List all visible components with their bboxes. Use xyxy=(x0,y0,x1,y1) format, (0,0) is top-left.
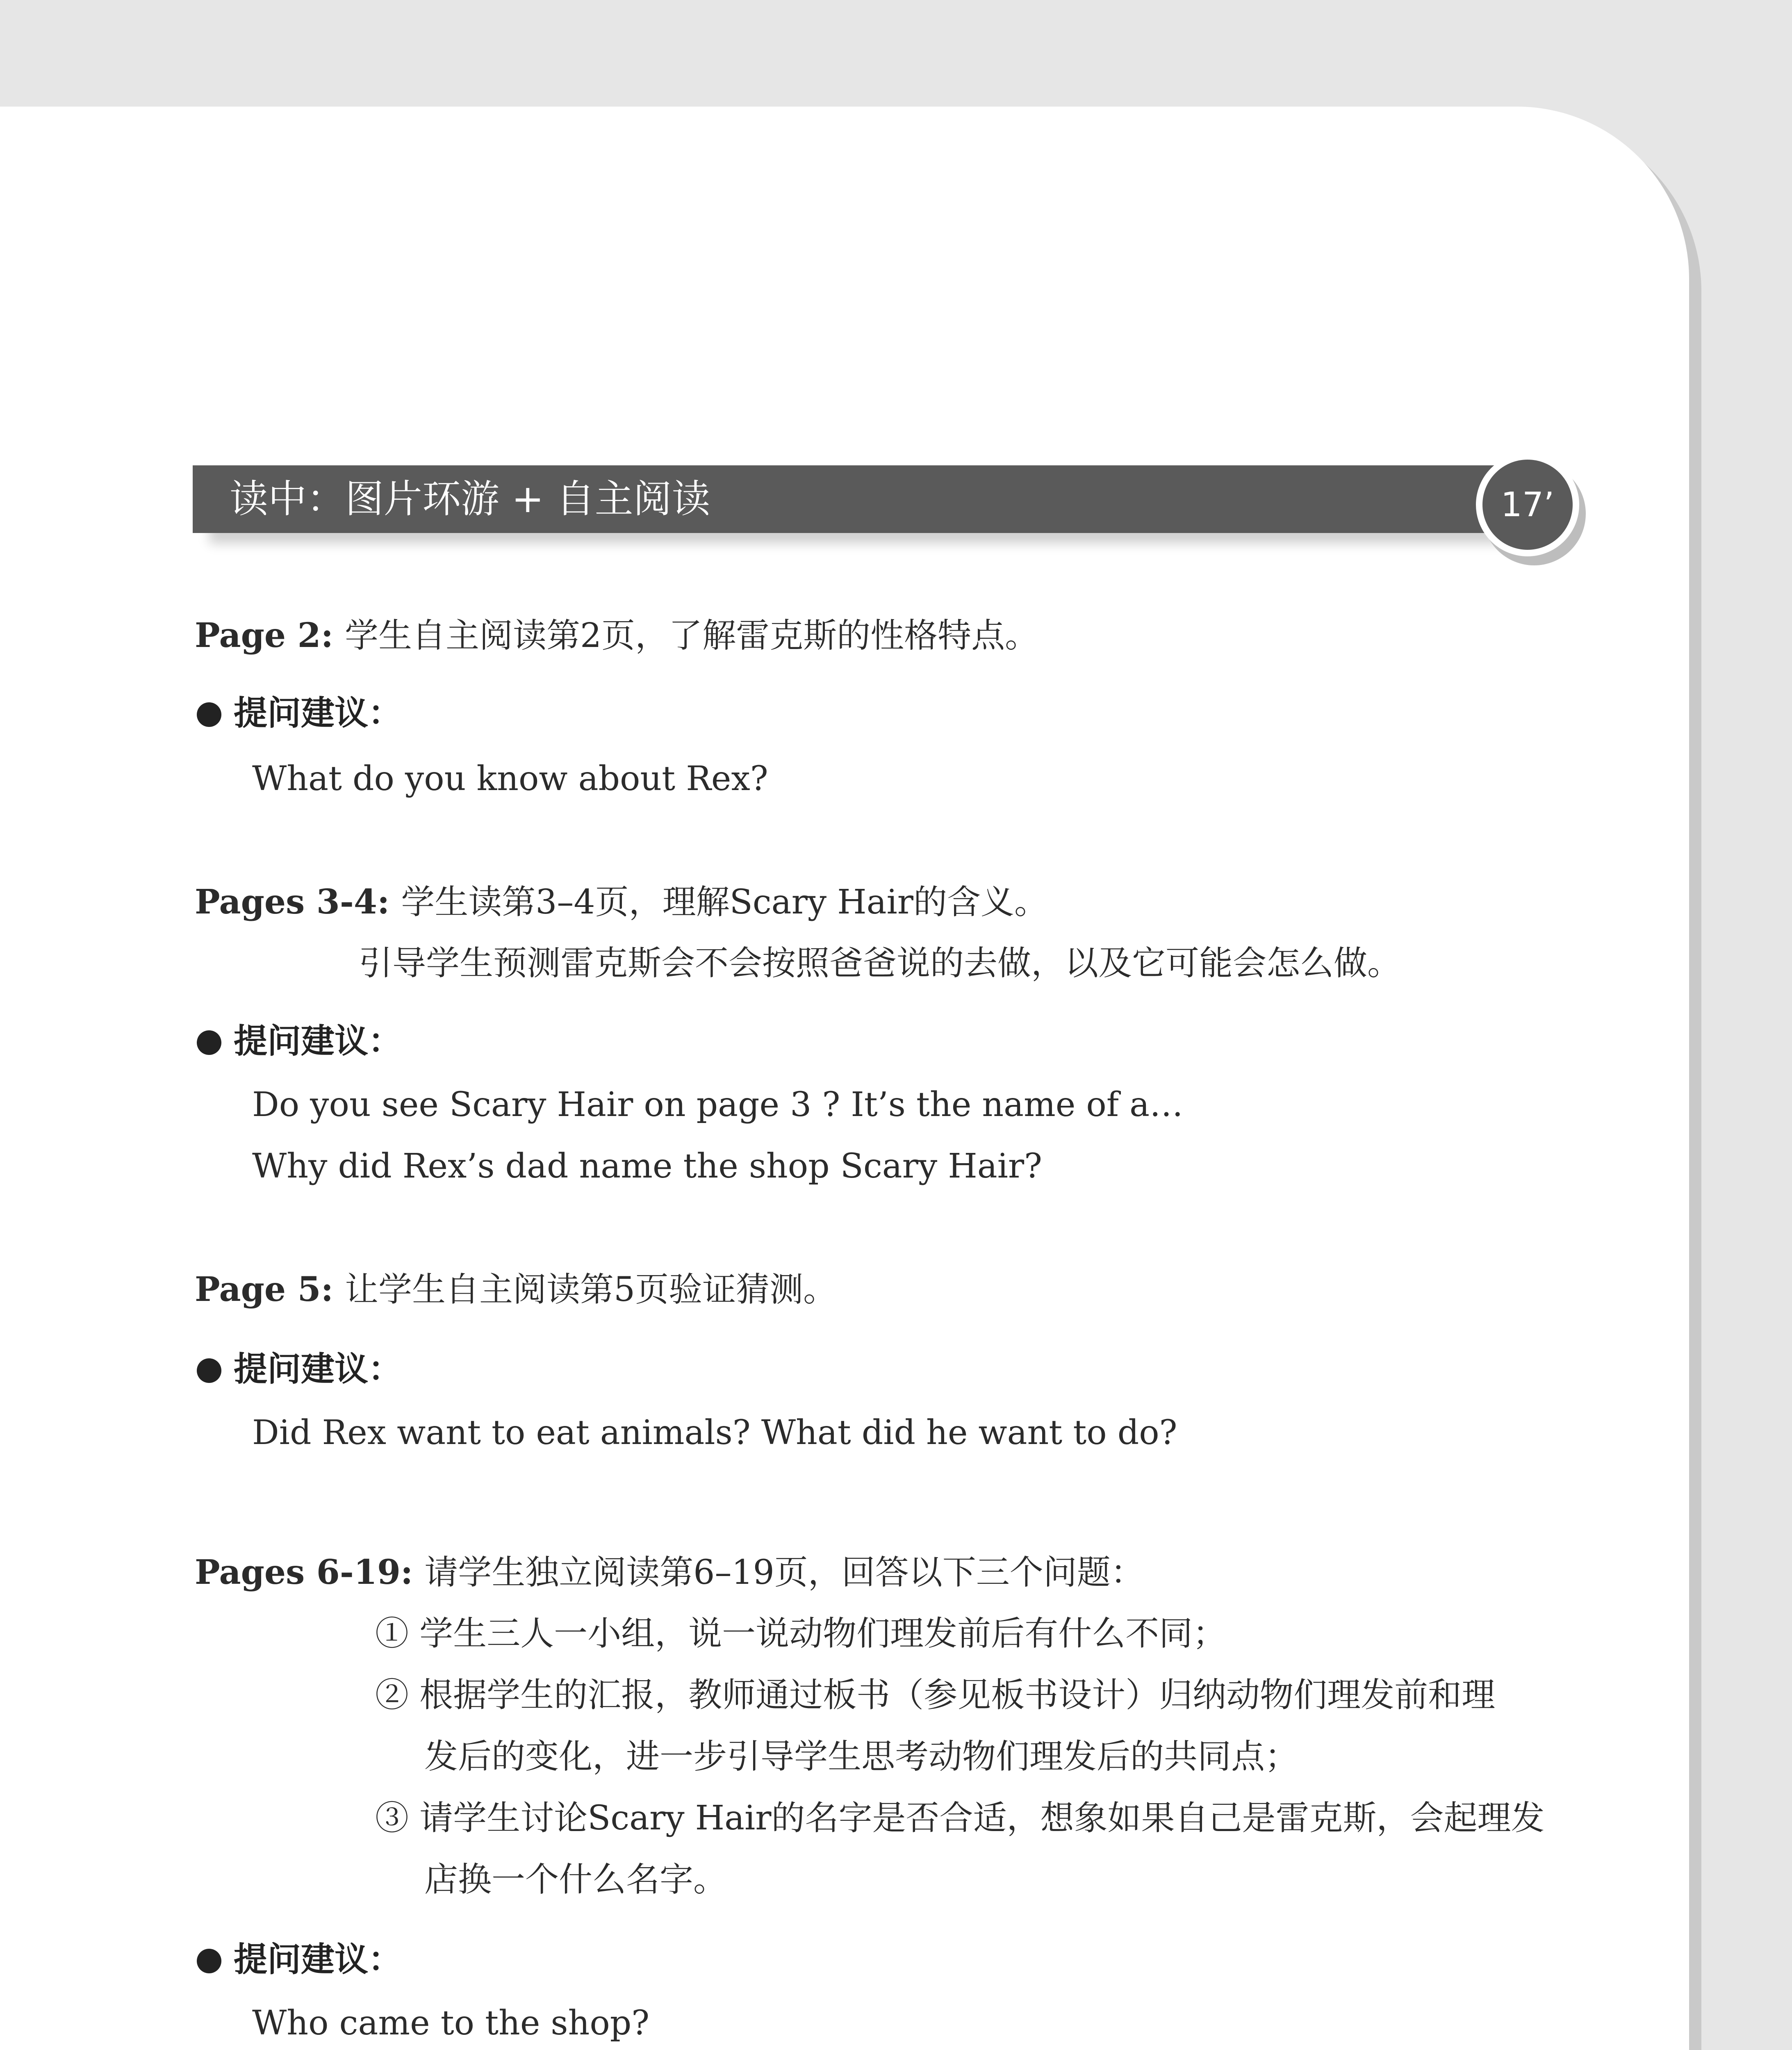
section-1-intro xyxy=(195,615,1038,656)
section-desc: 请学生独立阅读第6–19页，回答以下三个问题： xyxy=(424,1553,1144,1592)
question-heading xyxy=(197,1349,402,1390)
question-heading-text: 提问建议： xyxy=(234,1022,402,1061)
bullet-icon xyxy=(197,702,221,727)
section-desc: 学生读第3–4页，理解Scary Hair的含义。 xyxy=(401,883,1048,922)
list-item: ② 根据学生的汇报，教师通过板书（参见板书设计）归纳动物们理发前和理 xyxy=(375,1676,1496,1715)
bullet-icon xyxy=(197,1030,221,1055)
section-3-intro xyxy=(195,1269,837,1310)
question-heading-text: 提问建议： xyxy=(234,1940,402,1979)
section-2-intro xyxy=(195,882,1048,923)
question: Why did Rex’s dad name the shop Scary Hair? xyxy=(252,1147,1042,1186)
section-desc: 让学生自主阅读第5页验证猜测。 xyxy=(344,1270,837,1309)
list-item: ① 学生三人一小组，说一说动物们理发前后有什么不同； xyxy=(375,1614,1227,1653)
section-banner xyxy=(193,465,1496,533)
question-heading xyxy=(197,1939,402,1980)
question-heading-text: 提问建议： xyxy=(234,694,402,733)
question: Did Rex want to eat animals? What did he want to do? xyxy=(252,1413,1177,1452)
page-label: Pages 3-4: xyxy=(195,882,390,922)
section-title: 读中：图片环游 + 自主阅读 xyxy=(230,477,710,522)
bullet-icon xyxy=(197,1358,221,1383)
page-label: Pages 6-19: xyxy=(195,1553,413,1592)
section-desc: 引导学生预测雷克斯会不会按照爸爸说的去做，以及它可能会怎么做。 xyxy=(359,944,1401,983)
section-desc: 学生自主阅读第2页，了解雷克斯的性格特点。 xyxy=(344,616,1039,655)
bullet-icon xyxy=(197,1949,221,1973)
page-label: Page 2: xyxy=(195,616,333,655)
question: Who came to the shop? xyxy=(252,2004,650,2043)
question-heading-text: 提问建议： xyxy=(234,1350,402,1389)
time-badge: 17’ xyxy=(1476,453,1579,556)
list-item: ③ 请学生讨论Scary Hair的名字是否合适，想象如果自己是雷克斯，会起理发 xyxy=(375,1799,1545,1838)
section-4-intro xyxy=(195,1552,1144,1593)
question-heading xyxy=(197,1021,402,1062)
question: Do you see Scary Hair on page 3 ? It’s the name of a… xyxy=(252,1085,1184,1124)
page-label: Page 5: xyxy=(195,1270,333,1309)
list-item-continued: 店换一个什么名字。 xyxy=(424,1860,727,1899)
question-heading xyxy=(197,693,402,734)
list-item-continued: 发后的变化，进一步引导学生思考动物们理发后的共同点； xyxy=(424,1737,1299,1776)
question: What do you know about Rex? xyxy=(252,759,768,798)
